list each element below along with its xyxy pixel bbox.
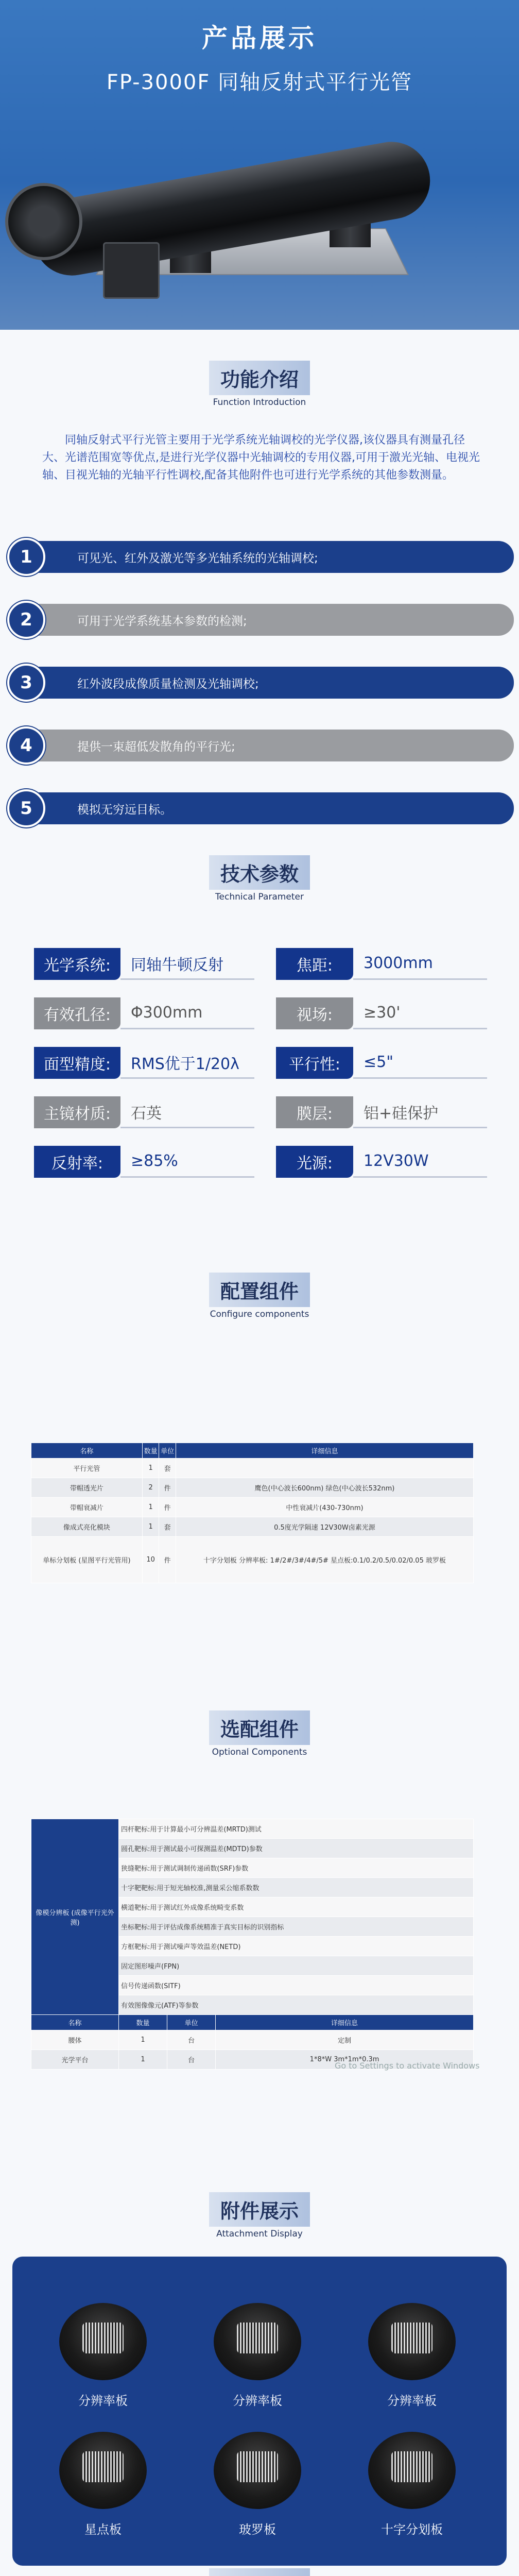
target-pattern bbox=[82, 2323, 124, 2353]
table-cell: 平行光管 bbox=[31, 1459, 143, 1478]
table-cell: 有效图像像元(ATF)等参数 bbox=[119, 1995, 474, 2015]
system-title bbox=[209, 2568, 310, 2576]
tech-value: RMS优于1/20λ bbox=[120, 1047, 254, 1079]
tech-row bbox=[34, 1047, 487, 1080]
feature-bar bbox=[36, 541, 514, 573]
attachment-disc-image bbox=[214, 2303, 301, 2380]
tech-label: 焦距: bbox=[276, 948, 353, 980]
tech-label: 反射率: bbox=[34, 1146, 120, 1178]
table-header-cell: 单位 bbox=[159, 1443, 176, 1459]
table-cell: 中性衰减片(430-730nm) bbox=[176, 1498, 473, 1517]
table-cell: 十字靶靶标:用于短光轴校准,测量采公缩系数数 bbox=[119, 1878, 474, 1897]
feature-number: 5 bbox=[7, 789, 45, 827]
tech-label: 光源: bbox=[276, 1146, 353, 1178]
target-pattern bbox=[391, 2323, 432, 2353]
table-cell: 坐标靶标:用于评估成像系统精准于真实目标的识别指标 bbox=[119, 1917, 474, 1937]
tech-value: ≥30' bbox=[353, 997, 487, 1029]
attachment-label: 玻罗板 bbox=[239, 2522, 276, 2537]
function-intro-text: 同轴反射式平行光管主要用于光学系统光轴调校的光学仪器,该仪器具有测量孔径大、光谱范围宽等优点,是进行光学仪器中光轴调校的专用仪器,可用于激光光轴、电视光轴、目视光轴的光轴平行性调校,配备其他附件也可进行光学系统的其他参数测量。 bbox=[42, 434, 480, 482]
optional-title-en: Optional Components bbox=[212, 1747, 307, 1757]
feature-item bbox=[7, 787, 519, 829]
table-cell: 1 bbox=[142, 1517, 159, 1537]
attachment-label: 星点板 bbox=[84, 2522, 122, 2537]
table-row bbox=[31, 1498, 474, 1517]
table-cell: 信号传递函数(SITF) bbox=[119, 1976, 474, 1995]
table-row bbox=[31, 1517, 474, 1537]
table-row bbox=[31, 2030, 474, 2050]
feature-text: 模拟无穷远目标。 bbox=[77, 803, 172, 817]
table-cell: 带帽衰减片 bbox=[31, 1498, 143, 1517]
feature-item bbox=[7, 536, 519, 578]
table-cell: 鹰色(中心波长600nm) 绿色(中心波长532nm) bbox=[176, 1478, 473, 1498]
table-cell: 光学平台 bbox=[31, 2050, 119, 2070]
collimator-aperture-image bbox=[5, 183, 82, 260]
table-cell: 四杆靶标:用于计算最小可分辨温差(MRTD)测试 bbox=[119, 1819, 474, 1839]
attach-title: 附件展示 bbox=[209, 2192, 310, 2227]
optional-title: 选配组件 bbox=[209, 1710, 310, 1745]
attachment-label: 分辨率板 bbox=[387, 2394, 437, 2408]
function-section-title bbox=[0, 361, 519, 408]
table-cell: 横道靶标:用于测试红外成像系统畸变系数 bbox=[119, 1897, 474, 1917]
tech-row bbox=[34, 948, 487, 981]
tech-title: 技术参数 bbox=[209, 855, 310, 890]
attach-section-title bbox=[0, 2192, 519, 2239]
table-cell: 台 bbox=[167, 2030, 216, 2050]
table-cell: 1 bbox=[142, 1459, 159, 1478]
tech-value: 12V30W bbox=[353, 1146, 487, 1178]
activation-watermark: Go to Settings to activate Windows bbox=[335, 2061, 480, 2071]
table-cell: 腰体 bbox=[31, 2030, 119, 2050]
attachment-label: 十字分划板 bbox=[381, 2522, 443, 2537]
table-cell: 1 bbox=[119, 2050, 167, 2070]
tech-label: 光学系统: bbox=[34, 948, 120, 980]
config-section-title bbox=[0, 1273, 519, 1319]
feature-number: 2 bbox=[7, 601, 45, 639]
table-row bbox=[31, 1459, 474, 1478]
table-row bbox=[31, 1537, 474, 1583]
table-cell: 1 bbox=[142, 1498, 159, 1517]
tech-label: 膜层: bbox=[276, 1096, 353, 1128]
table-cell: 单标分划板 (星图平行光管用) bbox=[31, 1537, 143, 1583]
system-section-title bbox=[0, 2568, 519, 2576]
table-cell: 台 bbox=[167, 2050, 216, 2070]
optional-section-title bbox=[0, 1710, 519, 1757]
optional-table bbox=[31, 1819, 474, 2070]
tech-label: 面型精度: bbox=[34, 1047, 120, 1079]
attachment-label: 分辨率板 bbox=[233, 2394, 282, 2408]
tech-label: 主镜材质: bbox=[34, 1096, 120, 1128]
hero-title: 产品展示 bbox=[202, 23, 317, 53]
attachment-disc-image bbox=[368, 2303, 456, 2380]
table-header-cell: 详细信息 bbox=[176, 1443, 473, 1459]
attachment-disc-image bbox=[214, 2432, 301, 2509]
table-cell: 件 bbox=[159, 1498, 176, 1517]
table-cell: 狭缝靶标:用于测试调制传递函数(SRF)参数 bbox=[119, 1858, 474, 1878]
tech-value: 3000mm bbox=[353, 948, 487, 980]
feature-bar bbox=[36, 667, 514, 699]
table-row bbox=[31, 1819, 474, 1839]
attachment-disc-image bbox=[59, 2303, 147, 2380]
hero-banner bbox=[0, 0, 519, 330]
table-cell: 套 bbox=[159, 1517, 176, 1537]
function-title-en: Function Introduction bbox=[213, 397, 306, 408]
tech-label: 平行性: bbox=[276, 1047, 353, 1079]
table-cell: 件 bbox=[159, 1537, 176, 1583]
table-cell: 1*8*W 3m*1m*0.3m bbox=[216, 2050, 474, 2070]
feature-number: 3 bbox=[7, 664, 45, 702]
attachment-disc-image bbox=[59, 2432, 147, 2509]
table-cell: 固定图形噪声(FPN) bbox=[119, 1956, 474, 1976]
tech-row bbox=[34, 997, 487, 1030]
feature-bar bbox=[36, 792, 514, 824]
feature-text: 提供一束超低发散角的平行光; bbox=[77, 740, 235, 754]
tech-label: 有效孔径: bbox=[34, 997, 120, 1029]
table-cell: 套 bbox=[159, 1459, 176, 1478]
table-cell: 0.5度光学隔速 12V30W卤素光源 bbox=[176, 1517, 473, 1537]
feature-item bbox=[7, 599, 519, 641]
optional-group-label: 像模分辨板 (成像平行光外测) bbox=[31, 1819, 119, 2015]
table-header-cell: 详细信息 bbox=[216, 2015, 474, 2030]
table-header-row bbox=[31, 1443, 474, 1459]
config-table bbox=[31, 1443, 474, 1583]
config-title-en: Configure components bbox=[210, 1309, 309, 1319]
table-header-cell: 名称 bbox=[31, 1443, 143, 1459]
table-cell: 十字分划板 分辨率板: 1#/2#/3#/4#/5# 星点板:0.1/0.2/0.5/0.02/0.05 玻罗板 bbox=[176, 1537, 473, 1583]
light-source-box-image bbox=[103, 242, 160, 299]
tech-row bbox=[34, 1096, 487, 1129]
table-cell: 2 bbox=[142, 1478, 159, 1498]
tech-value: Φ300mm bbox=[120, 997, 254, 1029]
table-header-cell: 数量 bbox=[142, 1443, 159, 1459]
table-cell bbox=[176, 1459, 473, 1478]
tech-value: ≤5" bbox=[353, 1047, 487, 1079]
feature-item bbox=[7, 662, 519, 704]
table-cell: 圆孔靶标:用于测试最小可探测温差(MDTD)参数 bbox=[119, 1839, 474, 1858]
feature-bar bbox=[36, 604, 514, 636]
config-title: 配置组件 bbox=[209, 1273, 310, 1307]
feature-text: 可用于光学系统基本参数的检测; bbox=[77, 614, 247, 628]
table-header-cell: 名称 bbox=[31, 2015, 119, 2030]
tech-value: 铝+硅保护 bbox=[353, 1096, 487, 1128]
attach-title-en: Attachment Display bbox=[216, 2229, 303, 2239]
feature-number: 1 bbox=[7, 538, 45, 576]
attachment-label: 分辨率板 bbox=[78, 2394, 128, 2408]
table-cell: 定制 bbox=[216, 2030, 474, 2050]
function-title: 功能介绍 bbox=[209, 361, 310, 395]
tech-title-en: Technical Parameter bbox=[215, 892, 304, 902]
table-cell: 带帽透光片 bbox=[31, 1478, 143, 1498]
tech-section-title bbox=[0, 855, 519, 902]
table-header-cell: 数量 bbox=[119, 2015, 167, 2030]
hero-subtitle: FP-3000F 同轴反射式平行光管 bbox=[106, 71, 413, 94]
table-cell: 像成式亮化模块 bbox=[31, 1517, 143, 1537]
attachment-disc-image bbox=[368, 2432, 456, 2509]
feature-number: 4 bbox=[7, 726, 45, 765]
tech-label: 视场: bbox=[276, 997, 353, 1029]
tech-value: 石英 bbox=[120, 1096, 254, 1128]
feature-bar bbox=[36, 730, 514, 761]
target-pattern bbox=[391, 2451, 432, 2482]
target-pattern bbox=[82, 2451, 124, 2482]
tech-value: 同轴牛顿反射 bbox=[120, 948, 254, 980]
feature-item bbox=[7, 724, 519, 767]
table-cell: 1 bbox=[119, 2030, 167, 2050]
table-cell: 方框靶标:用于测试噪声等效温差(NETD) bbox=[119, 1937, 474, 1956]
target-pattern bbox=[237, 2451, 278, 2482]
tech-value: ≥85% bbox=[120, 1146, 254, 1178]
table-header-row bbox=[31, 2015, 474, 2030]
table-cell: 件 bbox=[159, 1478, 176, 1498]
table-header-cell: 单位 bbox=[167, 2015, 216, 2030]
table-row bbox=[31, 1478, 474, 1498]
table-cell: 10 bbox=[142, 1537, 159, 1583]
tech-row bbox=[34, 1146, 487, 1179]
feature-text: 可见光、红外及激光等多光轴系统的光轴调校; bbox=[77, 551, 318, 565]
target-pattern bbox=[237, 2323, 278, 2353]
feature-text: 红外波段成像质量检测及光轴调校; bbox=[77, 677, 259, 691]
